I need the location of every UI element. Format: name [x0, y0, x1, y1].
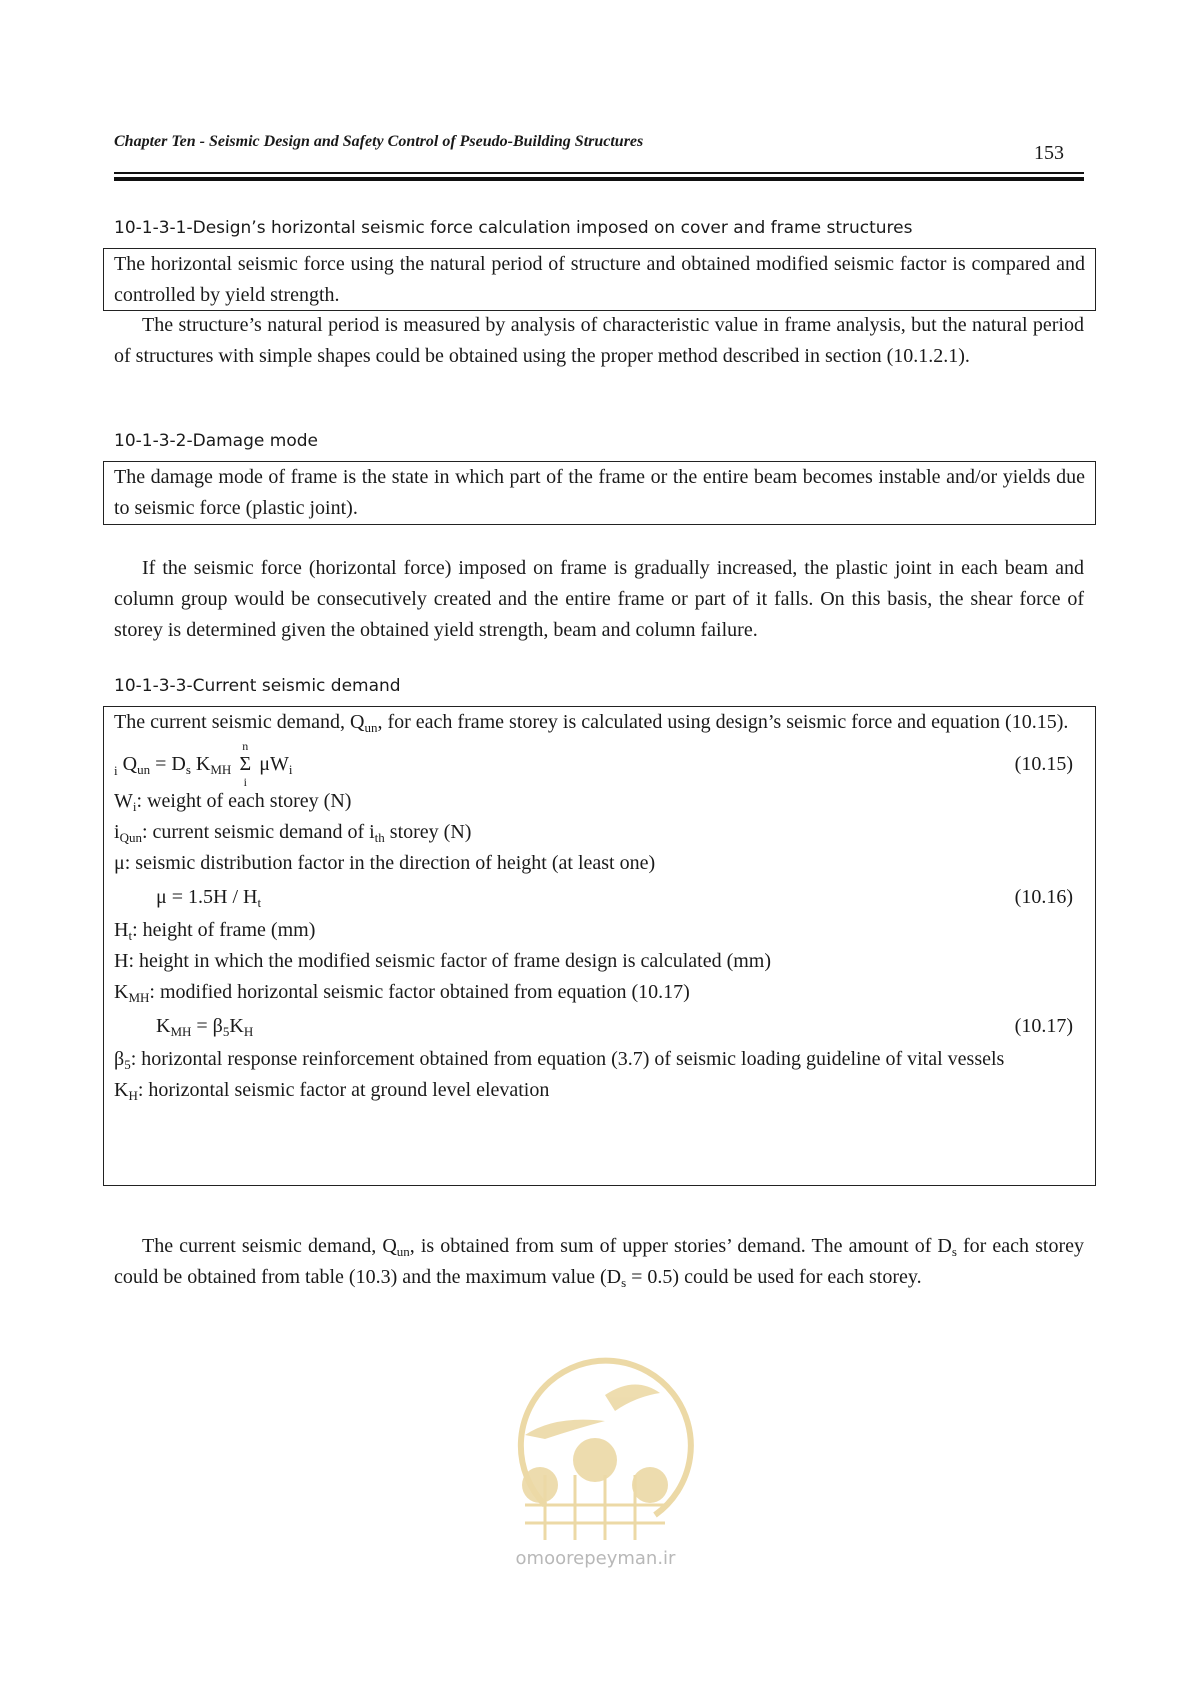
- watermark-url: omoorepeyman.ir: [515, 1548, 676, 1569]
- def-weight: $W_i$: weight of each storey (N): [114, 790, 352, 814]
- equation-number: (10.16): [1014, 886, 1073, 908]
- watermark-logo: [485, 1355, 705, 1550]
- page-number: 153: [1034, 142, 1064, 164]
- equation-10-17: $K_{MH} = \beta_5K_H$ (10.17): [114, 1008, 1085, 1044]
- definition-box-3: [103, 706, 1096, 1186]
- header-rule-thin: [114, 172, 1084, 174]
- def-demand: $i_{Qun}$: current seismic demand of $i_{th}$ storey (N): [114, 821, 472, 845]
- def-beta: $\beta_5$: horizontal response reinforcement obtained from equation (3.7) of seismic loading guideline of vital vessels: [114, 1048, 1005, 1072]
- demand-intro: The current seismic demand, $Q_{un}$, for each frame storey is calculated using design’s seismic force and equation (10.15).: [114, 711, 1069, 735]
- def-height: H: height in which the modified seismic factor of frame design is calculated (mm): [114, 950, 772, 972]
- paragraph-closing: The current seismic demand, $Q_{un}$, is obtained from sum of upper stories’ demand. The amount of $D_s$ for each storey could be obtained from table (10.3) and the maximum value $(D_s = 0.5)$ could be used for each storey.: [114, 1235, 1084, 1290]
- sum-symbol: Σ n i: [239, 739, 252, 789]
- paragraph-1: The structure’s natural period is measured by analysis of characteristic value in frame analysis, but the natural period of structures with simple shapes could be obtained using the proper method described in section (10.1.2.1).: [114, 314, 1084, 367]
- definition-box-2: The damage mode of frame is the state in which part of the frame or the entire beam becomes instable and/or yields due to seismic force (plastic joint).: [103, 461, 1096, 525]
- header-rule-thick: [114, 177, 1084, 181]
- def-kh: $K_H$: horizontal seismic factor at ground level elevation: [114, 1079, 550, 1103]
- section-heading-1: 10-1-3-1-Design’s horizontal seismic force calculation imposed on cover and frame structures: [114, 218, 913, 238]
- equation-number: (10.15): [1014, 753, 1073, 775]
- def-frame-height: $H_t$: height of frame (mm): [114, 919, 316, 943]
- section-heading-2: 10-1-3-2-Damage mode: [114, 431, 318, 451]
- equation-10-16: $\mu = 1.5H / H_t$ (10.16): [114, 879, 1085, 915]
- paragraph-2: If the seismic force (horizontal force) imposed on frame is gradually increased, the plastic joint in each beam and column group would be consecutively created and the entire frame or part of it falls. On this basis, the shear force of storey is determined given the obtained yield strength, beam and column failure.: [114, 557, 1084, 641]
- definition-box-1: The horizontal seismic force using the natural period of structure and obtained modified seismic factor is compared and controlled by yield strength.: [103, 248, 1096, 311]
- chapter-header: Chapter Ten - Seismic Design and Safety Control of Pseudo-Building Structures: [114, 133, 644, 150]
- def-mu: μ: seismic distribution factor in the direction of height (at least one): [114, 852, 656, 874]
- section-heading-3: 10-1-3-3-Current seismic demand: [114, 676, 401, 696]
- equation-10-15: $_i$ $Q_{un} = D_s$ $K_{MH}$ Σ n i $\mu W_i$ (10.15): [114, 739, 1073, 789]
- equation-number: (10.17): [1014, 1015, 1073, 1037]
- def-kmh: $K_{MH}$: modified horizontal seismic factor obtained from equation (10.17): [114, 981, 690, 1005]
